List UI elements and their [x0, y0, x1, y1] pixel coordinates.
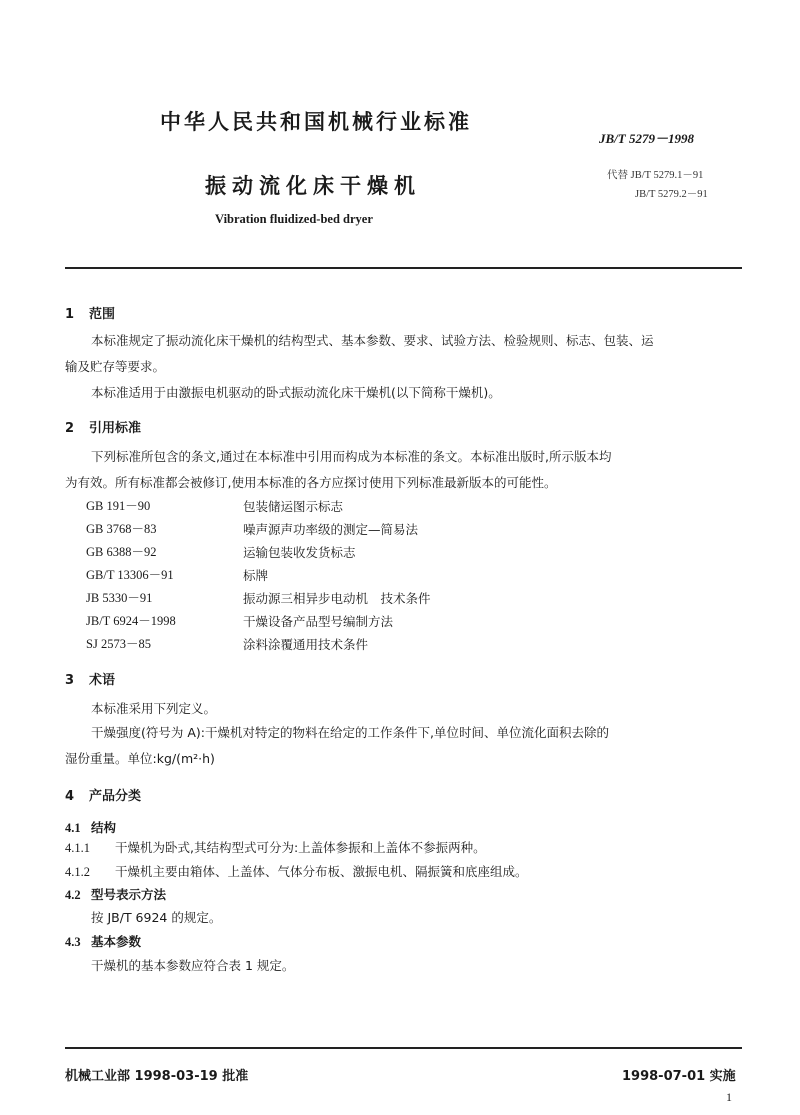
referenced-standards-list — [86, 495, 431, 656]
clause-text: 干燥机为卧式,其结构型式可分为:上盖体参振和上盖体不参振两种。 — [115, 840, 486, 855]
section-3-heading — [65, 669, 115, 688]
reference-row — [86, 587, 431, 610]
clause-4-2 — [65, 885, 166, 903]
replaces-block — [607, 166, 708, 204]
footer-divider — [65, 1047, 742, 1049]
clause-number: 4.1.1 — [65, 841, 90, 855]
clause-4-1-2 — [65, 862, 528, 880]
paragraph-line: 为有效。所有标准都会被修订,使用本标准的各方应探讨使用下列标准最新版本的可能性。 — [65, 475, 557, 490]
reference-code: GB 3768－83 — [86, 522, 157, 536]
reference-code: GB/T 13306－91 — [86, 568, 174, 582]
section-number: 1 — [65, 307, 75, 322]
clause-title: 型号表示方法 — [91, 887, 167, 902]
paragraph-line: 输及贮存等要求。 — [65, 359, 166, 374]
header-divider — [65, 267, 742, 269]
paragraph-line: 下列标准所包含的条文,通过在本标准中引用而构成为本标准的条文。本标准出版时,所示版本均 — [91, 449, 612, 464]
reference-row — [86, 495, 431, 518]
standard-number: JB/T 5279－1998 — [599, 131, 694, 146]
reference-name: 干燥设备产品型号编制方法 — [243, 614, 394, 629]
issuing-organization: 中华人民共和国机械行业标准 — [160, 110, 472, 134]
section-2-paragraph-1 — [65, 444, 742, 496]
section-number: 3 — [65, 673, 75, 688]
clause-number: 4.2 — [65, 888, 81, 902]
reference-code: GB 6388－92 — [86, 545, 157, 559]
section-number: 2 — [65, 421, 75, 436]
paragraph-line: 本标准规定了振动流化床干燥机的结构型式、基本参数、要求、试验方法、检验规则、标志、包装、运 — [91, 333, 654, 348]
clause-4-1 — [65, 818, 116, 836]
clause-number: 4.1.2 — [65, 865, 90, 879]
replaces-line-1: 代替 JB/T 5279.1－91 — [607, 170, 704, 181]
section-3-paragraph-1 — [65, 696, 742, 722]
section-2-heading — [65, 417, 141, 436]
section-title: 范围 — [89, 307, 116, 322]
clause-number: 4.3 — [65, 935, 81, 949]
section-number: 4 — [65, 789, 75, 804]
replaces-line-2: JB/T 5279.2－91 — [635, 189, 708, 200]
paragraph-line: 本标准适用于由激振电机驱动的卧式振动流化床干燥机(以下简称干燥机)。 — [91, 385, 501, 400]
reference-name: 涂料涂覆通用技术条件 — [243, 637, 369, 652]
reference-name: 标牌 — [243, 568, 269, 583]
effective-date: 1998-07-01 实施 — [622, 1069, 736, 1084]
reference-name: 包装储运图示标志 — [243, 499, 344, 514]
reference-name: 振动源三相异步电动机 技术条件 — [243, 591, 431, 606]
clause-4-2-text: 按 JB/T 6924 的规定。 — [91, 910, 222, 925]
reference-code: GB 191－90 — [86, 499, 151, 513]
clause-text: 干燥机主要由箱体、上盖体、气体分布板、激振电机、隔振簧和底座组成。 — [115, 864, 528, 879]
clause-title: 结构 — [91, 820, 117, 835]
section-title: 产品分类 — [89, 789, 142, 804]
section-3-paragraph-2 — [65, 720, 742, 772]
section-1-heading — [65, 303, 115, 322]
clause-title: 基本参数 — [91, 934, 142, 949]
reference-row — [86, 541, 431, 564]
section-4-heading — [65, 785, 141, 804]
approval-line: 机械工业部 1998-03-19 批准 — [65, 1069, 249, 1084]
reference-name: 运输包装收发货标志 — [243, 545, 356, 560]
reference-code: JB 5330－91 — [86, 591, 153, 605]
english-title: Vibration fluidized-bed dryer — [215, 212, 373, 226]
reference-code: SJ 2573－85 — [86, 637, 151, 651]
section-title: 术语 — [89, 673, 116, 688]
clause-number: 4.1 — [65, 821, 81, 835]
reference-row — [86, 518, 431, 541]
paragraph-line: 干燥强度(符号为 A):干燥机对特定的物料在给定的工作条件下,单位时间、单位流化面积去除的 — [91, 725, 609, 740]
clause-4-3-text: 干燥机的基本参数应符合表 1 规定。 — [91, 958, 295, 973]
paragraph-line: 湿份重量。单位:kg/(m²·h) — [65, 751, 215, 766]
section-title: 引用标准 — [89, 421, 142, 436]
clause-4-3 — [65, 932, 141, 950]
reference-code: JB/T 6924－1998 — [86, 614, 176, 628]
page-number: 1 — [726, 1090, 732, 1104]
document-title: 振动流化床干燥机 — [205, 174, 421, 198]
reference-row — [86, 564, 431, 587]
clause-4-1-1 — [65, 838, 486, 856]
reference-row — [86, 633, 431, 656]
section-1-paragraph-2 — [65, 380, 742, 406]
reference-row — [86, 610, 431, 633]
paragraph-line: 本标准采用下列定义。 — [91, 701, 217, 716]
reference-name: 噪声源声功率级的测定—简易法 — [243, 522, 419, 537]
section-1-paragraph-1 — [65, 328, 742, 380]
